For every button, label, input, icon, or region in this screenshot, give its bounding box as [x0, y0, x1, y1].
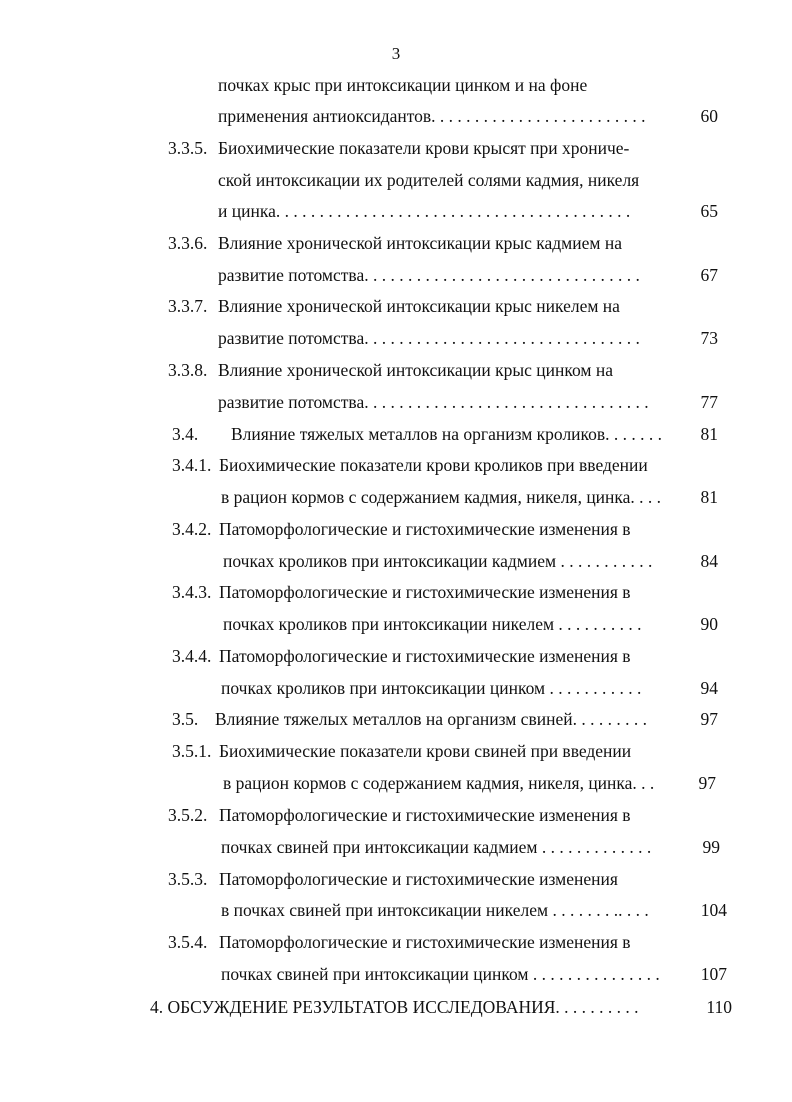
toc-entry-line: Биохимические показатели крови свиней при введении — [219, 741, 632, 761]
toc-section-number: 3.3.8. — [168, 360, 208, 380]
toc-page-number: 67 — [700, 265, 718, 285]
toc-section-number: 3.5. — [172, 709, 199, 729]
toc-entry-line: развитие потомства. . . . . . . . . . . . . . . . . . . . . . . . . . . . . . . . — [218, 265, 640, 285]
toc-entry-line: развитие потомства. . . . . . . . . . . . . . . . . . . . . . . . . . . . . . . . — [218, 328, 640, 348]
toc-entry-line: почках кроликов при интоксикации цинком . . . . . . . . . . . — [221, 678, 642, 698]
toc-entry-line: Патоморфологические и гистохимические изменения в — [219, 519, 631, 539]
toc-section-number: 3.3.6. — [168, 233, 208, 253]
toc-entry-line: в рацион кормов с содержанием кадмия, никеля, цинка. . . . — [221, 487, 662, 507]
toc-section-number: 3.4.1. — [172, 455, 212, 475]
toc-entry-line: Биохимические показатели крови крысят при хрониче- — [218, 138, 630, 158]
toc-section-number: 3.4.3. — [172, 582, 212, 602]
toc-entry-line: почках свиней при интоксикации цинком . . . . . . . . . . . . . . . — [221, 964, 660, 984]
toc-page-number: 90 — [700, 614, 718, 634]
toc-page-number: 94 — [700, 678, 718, 698]
toc-section-number: 3.3.5. — [168, 138, 208, 158]
toc-page-number: 77 — [700, 392, 718, 412]
toc-entry-line: почках свиней при интоксикации кадмием . . . . . . . . . . . . . — [221, 837, 652, 857]
toc-entry-line: Влияние тяжелых металлов на организм свиней. . . . . . . . . — [215, 709, 647, 729]
toc-page-number: 73 — [700, 328, 718, 348]
toc-page-number: 107 — [700, 964, 727, 984]
toc-section-number: 3.5.2. — [168, 805, 208, 825]
toc-entry-line: Влияние хронической интоксикации крыс кадмием на — [218, 233, 622, 253]
toc-section-number: 3.5.1. — [172, 741, 212, 761]
toc-entry-line: применения антиоксидантов. . . . . . . . . . . . . . . . . . . . . . . . . — [218, 106, 646, 126]
toc-entry-line: Патоморфологические и гистохимические изменения в — [219, 582, 631, 602]
toc-section-number: 3.4. — [172, 424, 199, 444]
toc-section-number: 3.5.4. — [168, 932, 208, 952]
toc-entry-line: в почках свиней при интоксикации никелем . . . . . . . .. . . . — [221, 900, 649, 920]
toc-page-number: 97 — [700, 709, 718, 729]
toc-section-number: 3.5.3. — [168, 869, 208, 889]
toc-page-number: 81 — [700, 487, 718, 507]
toc-section-number: 3.4.4. — [172, 646, 212, 666]
toc-entry-line: Биохимические показатели крови кроликов при введении — [219, 455, 648, 475]
toc-section-number: 3.3.7. — [168, 296, 208, 316]
toc-entry-line: почках крыс при интоксикации цинком и на фоне — [218, 75, 588, 95]
toc-entry-line: Влияние хронической интоксикации крыс никелем на — [218, 296, 620, 316]
toc-entry-line: Патоморфологические и гистохимические изменения в — [219, 932, 631, 952]
toc-page-number: 99 — [702, 837, 720, 857]
toc-entry-line: в рацион кормов с содержанием кадмия, никеля, цинка. . . — [223, 773, 655, 793]
toc-page-number: 110 — [706, 997, 732, 1017]
toc-entry-line: развитие потомства. . . . . . . . . . . . . . . . . . . . . . . . . . . . . . . . . — [218, 392, 649, 412]
toc-page-number: 84 — [700, 551, 718, 571]
toc-page-number: 60 — [700, 106, 718, 126]
toc-entry-line: Патоморфологические и гистохимические изменения в — [219, 805, 631, 825]
toc-entry-line: Влияние тяжелых металлов на организм кроликов. . . . . . . — [231, 424, 663, 444]
toc-chapter-line: 4. ОБСУЖДЕНИЕ РЕЗУЛЬТАТОВ ИССЛЕДОВАНИЯ. . . . . . . . . . — [150, 997, 639, 1017]
toc-page-number: 81 — [700, 424, 718, 444]
toc-page-number: 104 — [700, 900, 727, 920]
toc-entry-line: ской интоксикации их родителей солями кадмия, никеля — [218, 170, 640, 190]
toc-entry-line: Влияние хронической интоксикации крыс цинком на — [218, 360, 613, 380]
toc-entry-line: и цинка. . . . . . . . . . . . . . . . . . . . . . . . . . . . . . . . . . . . . . . . . — [218, 201, 631, 221]
toc-entry-line: почках кроликов при интоксикации никелем . . . . . . . . . . — [223, 614, 642, 634]
toc-entry-line: почках кроликов при интоксикации кадмием . . . . . . . . . . . — [223, 551, 653, 571]
toc-entry-line: Патоморфологические и гистохимические изменения в — [219, 646, 631, 666]
toc-section-number: 3.4.2. — [172, 519, 212, 539]
toc-entry-line: Патоморфологические и гистохимические изменения — [219, 869, 618, 889]
page-number: 3 — [391, 44, 401, 63]
toc-page-number: 65 — [700, 201, 718, 221]
toc-page-number: 97 — [698, 773, 716, 793]
